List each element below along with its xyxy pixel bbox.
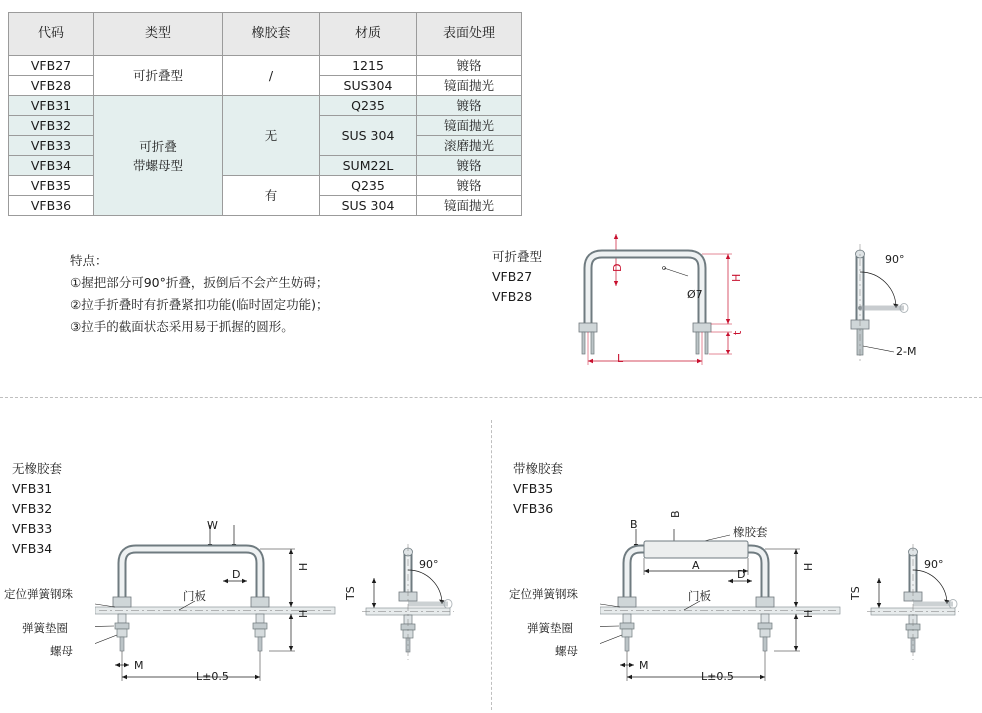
- left-callout-nut: 螺母: [50, 644, 73, 658]
- top-dim-t: t: [731, 330, 744, 335]
- cell-code-vfb34: VFB34: [9, 156, 94, 176]
- feature-item-1: ①握把部分可90°折叠，扳倒后不会产生妨碍；: [70, 274, 329, 290]
- cell-material-sum22l: SUM22L: [320, 156, 417, 176]
- cell-rubber-yes: 有: [223, 176, 320, 216]
- column-header-material: 材质: [320, 13, 417, 56]
- top-drawing-code-1: VFB27: [492, 269, 533, 284]
- right-drawing-title: 带橡胶套: [513, 461, 564, 476]
- left-drawing-code-4: VFB34: [12, 541, 53, 556]
- right-dim-B1: B: [669, 510, 682, 518]
- left-dim-H: H: [297, 562, 310, 571]
- cell-finish-tumble: 滚磨抛光: [417, 136, 522, 156]
- cell-finish-mirror2: 镜面抛光: [417, 116, 522, 136]
- cell-material-sus304: SUS304: [320, 76, 417, 96]
- cell-finish-chrome3: 镀铬: [417, 156, 522, 176]
- right-callout-rubber: 橡胶套: [733, 525, 768, 539]
- right-dim-angle: 90°: [924, 558, 944, 571]
- right-drawing-code-1: VFB35: [513, 481, 554, 496]
- cell-code-vfb35: VFB35: [9, 176, 94, 196]
- table-header-row: [9, 13, 522, 56]
- top-dim-thread: 2-M: [896, 345, 917, 358]
- right-dim-TS: TS: [849, 586, 862, 600]
- top-drawing-code-2: VFB28: [492, 289, 533, 304]
- cell-material-sus304sp: SUS 304: [320, 116, 417, 156]
- right-callout-panel: 门板: [688, 589, 711, 603]
- top-drawing-label: [492, 247, 542, 307]
- column-header-finish: 表面处理: [417, 13, 522, 56]
- left-drawing-code-1: VFB31: [12, 481, 53, 496]
- divider-vertical: [491, 420, 492, 710]
- left-dim-L: L±0.5: [196, 670, 229, 683]
- cell-code-vfb31: VFB31: [9, 96, 94, 116]
- feature-item-3: ③拉手的截面状态采用易于抓握的圆形。: [70, 318, 294, 334]
- left-drawing-code-2: VFB32: [12, 501, 53, 516]
- left-drawing-code-3: VFB33: [12, 521, 53, 536]
- right-side-view: [857, 530, 982, 704]
- cell-code-vfb27: VFB27: [9, 56, 94, 76]
- cell-type-foldable: 可折叠型: [94, 56, 223, 96]
- cell-type-line2: 带螺母型: [132, 157, 183, 173]
- cell-material-q235: Q235: [320, 96, 417, 116]
- right-drawing-code-2: VFB36: [513, 501, 554, 516]
- cell-finish-chrome: 镀铬: [417, 56, 522, 76]
- right-callout-nut: 螺母: [555, 644, 578, 658]
- top-dim-L: L: [617, 352, 624, 365]
- left-dim-M: M: [134, 659, 144, 672]
- left-dim-angle: 90°: [419, 558, 439, 571]
- top-dim-H: H: [730, 273, 743, 282]
- right-dim-A: A: [692, 559, 700, 572]
- left-dim-W: W: [207, 519, 218, 532]
- top-dim-hole: Ø7: [687, 288, 703, 301]
- right-dim-B: B: [630, 518, 638, 531]
- cell-type-foldable-nut: [94, 96, 223, 216]
- left-side-view: [352, 530, 482, 704]
- cell-rubber-none: 无: [223, 96, 320, 176]
- top-drawing-title: 可折叠型: [492, 249, 543, 264]
- right-dim-M: M: [639, 659, 649, 672]
- cell-material-sus304sp2: SUS 304: [320, 196, 417, 216]
- left-dim-D: D: [232, 568, 241, 581]
- left-callout-panel: 门板: [183, 589, 206, 603]
- right-drawing-label: [513, 459, 563, 519]
- left-dim-H1: H: [297, 609, 310, 618]
- top-dim-angle: 90°: [885, 253, 905, 266]
- right-callout-ball: 定位弹簧钢珠: [509, 587, 578, 601]
- top-front-view: [560, 228, 790, 377]
- cell-finish-chrome2: 镀铬: [417, 96, 522, 116]
- cell-code-vfb36: VFB36: [9, 196, 94, 216]
- cell-code-vfb28: VFB28: [9, 76, 94, 96]
- left-callout-washer: 弹簧垫圈: [22, 621, 68, 635]
- column-header-rubber: 橡胶套: [223, 13, 320, 56]
- left-drawing-title: 无橡胶套: [12, 461, 63, 476]
- cell-material-q235b: Q235: [320, 176, 417, 196]
- column-header-code: 代码: [9, 13, 94, 56]
- cell-type-line1: 可折叠: [139, 138, 177, 154]
- table-row: [9, 56, 522, 76]
- left-callout-ball: 定位弹簧钢珠: [4, 587, 73, 601]
- cell-finish-chrome4: 镀铬: [417, 176, 522, 196]
- divider-horizontal: [0, 397, 982, 398]
- cell-rubber-slash: /: [223, 56, 320, 96]
- right-dim-L: L±0.5: [701, 670, 734, 683]
- cell-finish-mirror: 镜面抛光: [417, 76, 522, 96]
- column-header-type: 类型: [94, 13, 223, 56]
- left-dim-TS: TS: [344, 586, 357, 600]
- cell-finish-mirror3: 镜面抛光: [417, 196, 522, 216]
- table-row: [9, 176, 522, 196]
- left-drawing-label: [12, 459, 62, 559]
- cell-material-1215: 1215: [320, 56, 417, 76]
- top-dim-D: D: [611, 263, 624, 272]
- features-title: 特点：: [70, 253, 108, 268]
- features-block: [70, 250, 328, 338]
- right-callout-washer: 弹簧垫圈: [527, 621, 573, 635]
- feature-item-2: ②拉手折叠时有折叠紧扣功能(临时固定功能)；: [70, 296, 329, 312]
- table-row: [9, 96, 522, 116]
- right-dim-D: D: [737, 568, 746, 581]
- cell-code-vfb33: VFB33: [9, 136, 94, 156]
- cell-code-vfb32: VFB32: [9, 116, 94, 136]
- right-dim-H: H: [802, 562, 815, 571]
- specification-table: [8, 12, 522, 216]
- right-dim-H1: H: [802, 609, 815, 618]
